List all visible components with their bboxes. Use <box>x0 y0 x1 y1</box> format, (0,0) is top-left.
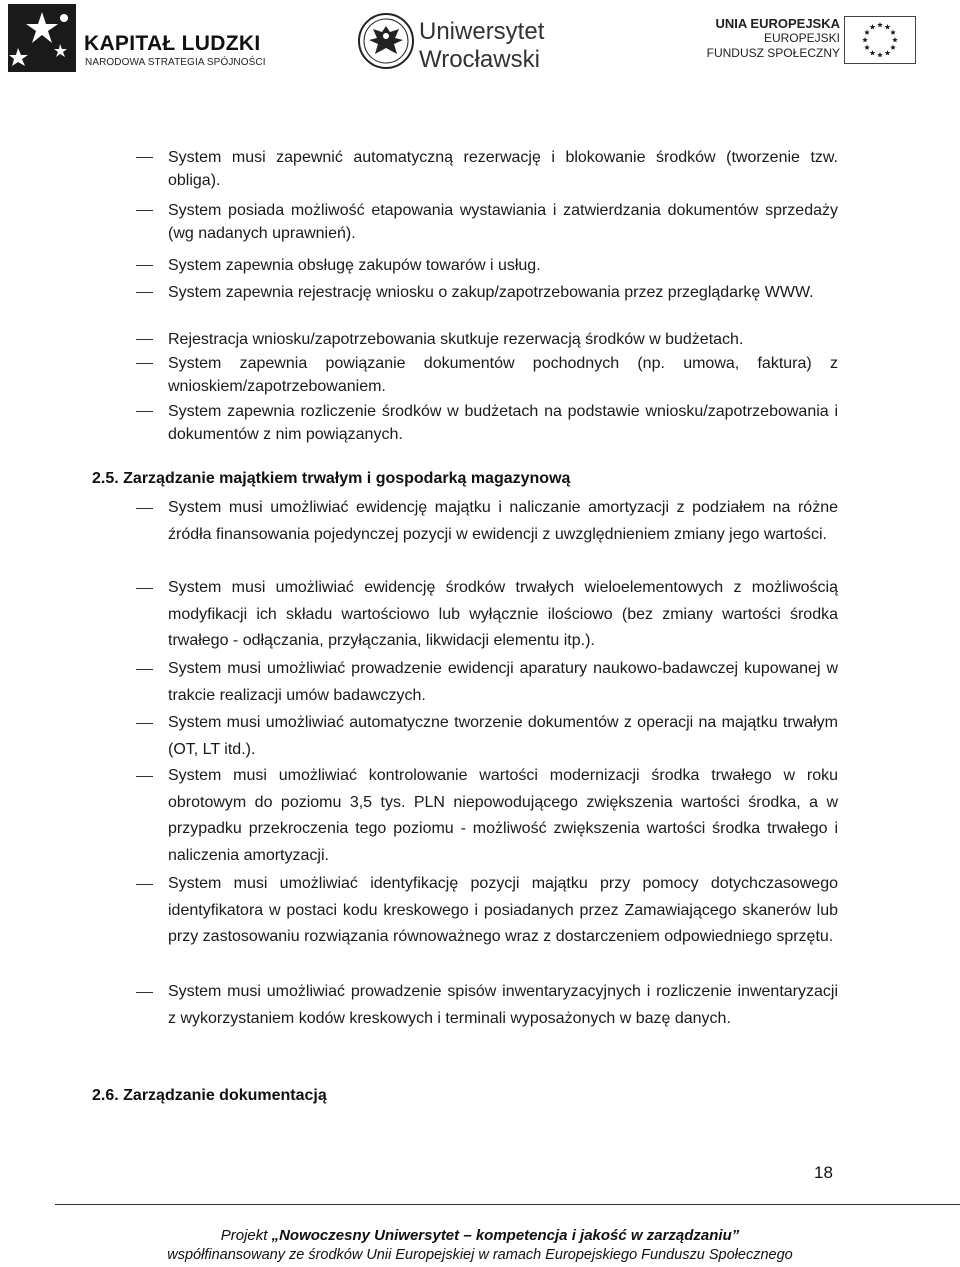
dash-bullet-icon <box>136 776 153 777</box>
list-item-text: System musi umożliwiać identyfikację pozycji majątku przy pomocy dotychczasowego identyfikatora w postaci kodu kreskowego i posiadanych przez Zamawiającego skanerów lub przy zastosowaniu rozwiązania równoważnego wraz z dostarczeniem odpowiedniego sprzętu. <box>168 875 838 945</box>
dash-bullet-icon <box>136 884 153 885</box>
dash-bullet-icon <box>136 157 153 158</box>
page-footer <box>0 1226 960 1266</box>
list-item <box>92 979 838 1059</box>
dash-bullet-icon <box>136 339 153 340</box>
list-item-text: System zapewnia powiązanie dokumentów pochodnych (np. umowa, faktura) z wnioskiem/zapotrzebowaniem. <box>168 355 838 395</box>
list-item-text: System musi zapewnić automatyczną rezerwację i blokowanie środków (tworzenie tzw. obliga). <box>168 149 838 189</box>
section-number: 2.5. <box>92 470 119 487</box>
list-item <box>92 146 838 192</box>
dash-bullet-icon <box>136 210 153 211</box>
uniwersytet-line2: Wrocławski <box>419 46 540 73</box>
eu-line2: EUROPEJSKI <box>763 31 840 45</box>
list-item-text: System posiada możliwość etapowania wystawiania i zatwierdzania dokumentów sprzedaży (wg nadanych uprawnień). <box>168 202 838 242</box>
dash-bullet-icon <box>136 292 153 293</box>
eu-logo-text <box>707 16 840 61</box>
page-header <box>0 0 960 80</box>
dash-bullet-icon <box>136 508 153 509</box>
section-title: Zarządzanie dokumentacją <box>123 1087 327 1104</box>
list-item-text: System zapewnia rejestrację wniosku o zakup/zapotrzebowania przez przeglądarkę WWW. <box>168 284 814 301</box>
dash-bullet-icon <box>136 265 153 266</box>
list-item-text: System zapewnia rozliczenie środków w budżetach na podstawie wniosku/zapotrzebowania i dokumentów z nim powiązanych. <box>168 403 838 443</box>
eagle-crest-icon <box>357 12 415 70</box>
kapital-ludzki-mark-icon <box>8 4 76 72</box>
list-item <box>92 871 838 977</box>
list-item-text: System musi umożliwiać ewidencję środków trwałych wieloelementowych z możliwością modyfikacji ich składu wartościowo lub wyłącznie ilościowo (bez zmiany wartości środka trwałego - odłączania, przyłączania, likwidacji elementu itp.). <box>168 579 838 649</box>
dash-bullet-icon <box>136 669 153 670</box>
list-item <box>92 400 838 446</box>
list-item-text: System musi umożliwiać ewidencję majątku i naliczanie amortyzacji z podziałem na różne źródła finansowania pojedynczej pozycji w ewidencji z uwzględnieniem zmiany jego wartości. <box>168 499 838 543</box>
dash-bullet-icon <box>136 992 153 993</box>
kapital-ludzki-subtitle: NARODOWA STRATEGIA SPÓJNOŚCI <box>85 57 266 68</box>
footer-line2: współfinansowany ze środków Unii Europejskiej w ramach Europejskiego Funduszu Społecznego <box>167 1247 793 1263</box>
list-item <box>92 656 838 709</box>
dash-bullet-icon <box>136 723 153 724</box>
eu-line1: UNIA EUROPEJSKA <box>715 16 840 31</box>
eu-line3: FUNDUSZ SPOŁECZNY <box>706 46 840 60</box>
list-item <box>92 352 838 398</box>
kapital-ludzki-title: KAPITAŁ LUDZKI <box>84 32 261 55</box>
list-item <box>92 710 838 763</box>
list-item <box>92 254 838 277</box>
list-item <box>92 575 838 655</box>
footer-project-name: „Nowoczesny Uniwersytet – kompetencja i jakość w zarządzaniu” <box>271 1227 740 1244</box>
page-number: 18 <box>814 1163 833 1182</box>
section-heading-2-6 <box>92 1087 327 1105</box>
list-item-text: System musi umożliwiać kontrolowanie wartości modernizacji środka trwałego w roku obrotowym do poziomu 3,5 tys. PLN niepowodującego zwiększenia wartości środka, a w przypadku przekroczenia tego poziomu - możliwość zwiększenia wartości środka trwałego i naliczenia amortyzacji. <box>168 767 838 864</box>
footer-prefix: Projekt <box>220 1227 272 1244</box>
list-item-text: Rejestracja wniosku/zapotrzebowania skutkuje rezerwacją środków w budżetach. <box>168 331 744 348</box>
list-item-text: System musi umożliwiać prowadzenie ewidencji aparatury naukowo-badawczej kupowanej w trakcie realizacji umów badawczych. <box>168 660 838 704</box>
list-item-text: System musi umożliwiać prowadzenie spisów inwentaryzacyjnych i rozliczenie inwentaryzacji z wykorzystaniem kodów kreskowych i terminali wyposażonych w bazę danych. <box>168 983 838 1027</box>
list-item <box>92 328 838 351</box>
list-item-text: System zapewnia obsługę zakupów towarów i usług. <box>168 257 541 274</box>
section-heading-2-5 <box>92 470 570 488</box>
footer-line1 <box>0 1226 960 1245</box>
eu-flag-icon <box>844 16 916 64</box>
list-item <box>92 495 838 575</box>
list-item <box>92 199 838 245</box>
dash-bullet-icon <box>136 588 153 589</box>
list-item-text: System musi umożliwiać automatyczne tworzenie dokumentów z operacji na majątku trwałym (OT, LT itd.). <box>168 714 838 758</box>
list-item <box>92 763 838 869</box>
section-number: 2.6. <box>92 1087 119 1104</box>
section-title: Zarządzanie majątkiem trwałym i gospodarką magazynową <box>123 470 571 487</box>
uniwersytet-line1: Uniwersytet <box>419 18 545 45</box>
list-item <box>92 281 838 327</box>
footer-divider <box>55 1204 960 1205</box>
dash-bullet-icon <box>136 363 153 364</box>
eu-logo <box>696 16 956 68</box>
dash-bullet-icon <box>136 411 153 412</box>
uniwersytet-logo <box>357 10 557 72</box>
kapital-ludzki-logo <box>8 4 268 72</box>
